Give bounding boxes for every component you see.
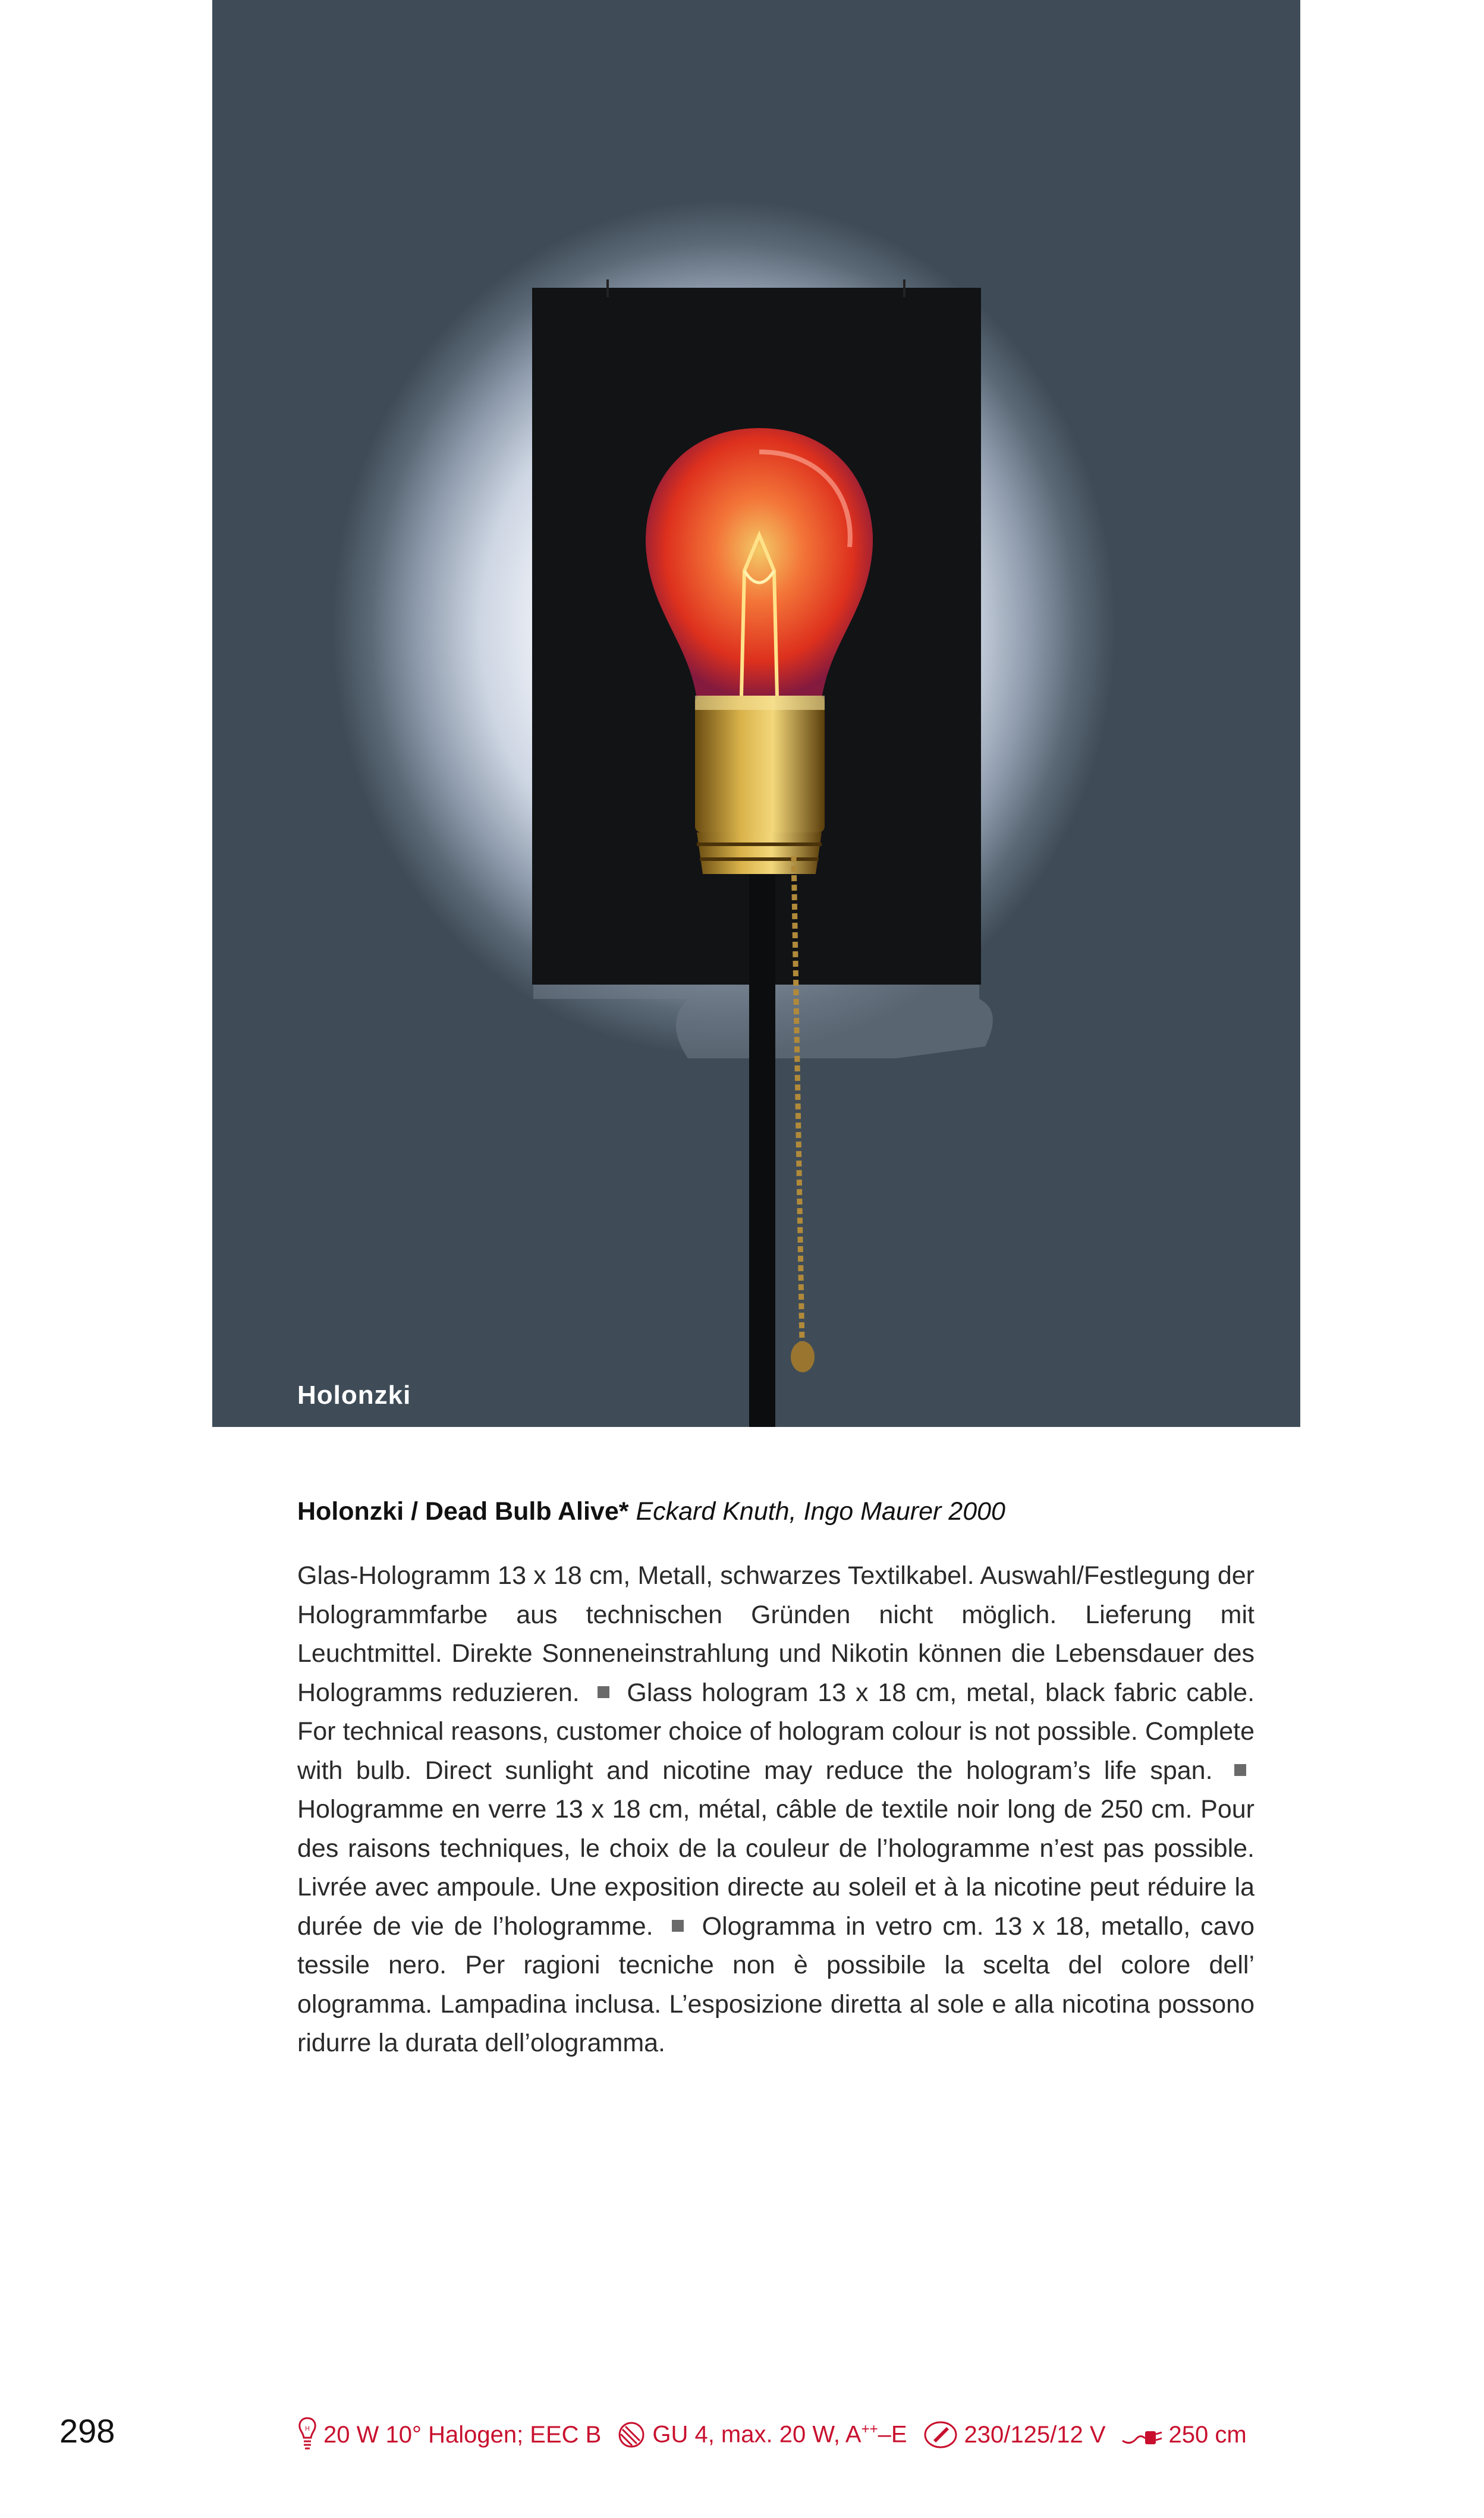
spec-voltage: 230/125/12 V — [964, 2421, 1106, 2448]
description-en: Glass hologram 13 x 18 cm, metal, black fabric cable. For technical reasons, customer choice of hologram colour is not possible. Complete with bulb. Direct sunlight and nicotine may reduce the hologram’s life span. — [297, 1678, 1255, 1785]
product-name: Holonzki / Dead Bulb Alive* — [297, 1497, 629, 1526]
svg-text:H: H — [305, 2425, 310, 2432]
product-description — [297, 1557, 1255, 2063]
technical-specs — [297, 2414, 1262, 2456]
cable-plug-icon — [1121, 2422, 1163, 2448]
separator-square-icon — [672, 1920, 684, 1932]
spec-socket-text: GU 4, max. 20 W, A — [652, 2421, 862, 2448]
socket-icon — [617, 2420, 646, 2450]
spec-cable: 250 cm — [1168, 2421, 1247, 2448]
spec-socket-sup: ++ — [861, 2421, 878, 2438]
product-heading — [297, 1497, 1308, 1526]
transformer-icon — [923, 2420, 958, 2450]
separator-square-icon — [1234, 1764, 1246, 1776]
spec-socket-range-end: –E — [878, 2421, 907, 2448]
spec-lamp: 20 W 10° Halogen; EEC B — [323, 2421, 602, 2448]
separator-square-icon — [598, 1686, 609, 1698]
product-designers: Eckard Knuth, Ingo Maurer 2000 — [636, 1497, 1005, 1526]
product-photo — [212, 0, 1300, 1427]
bulb-icon — [297, 2416, 317, 2453]
description-de: Glas-Hologramm 13 x 18 cm, Metall, schwarzes Textilkabel. Auswahl/Festlegung der Hologrammfarbe aus technischen Gründen nicht möglich. Lieferung mit Leuchtmittel. Direkte Sonneneinstrahlung und Nikotin können die Lebensdauer des Hologramms reduzieren. — [297, 1561, 1255, 1707]
hologram-bulb-photo — [212, 0, 1300, 1427]
description-it: Ologramma in vetro cm. 13 x 18, metallo, cavo tessile nero. Per ragioni tecniche non è possibile la scelta del colore dell’ ologramma. Lampadina inclusa. L’esposizione diretta al sole e alla nicotina possono ridurre la durata dell’ologramma. — [297, 1912, 1255, 2057]
page-number: 298 — [59, 2412, 115, 2450]
spec-socket — [652, 2421, 907, 2448]
photo-caption: Holonzki — [297, 1381, 411, 1410]
description-fr: Hologramme en verre 13 x 18 cm, métal, câble de textile noir long de 250 cm. Pour des raisons techniques, le choix de la couleur de l’hologramme n’est pas possible. Livrée avec ampoule. Une exposition directe au soleil et à la nicotine peut réduire la durée de vie de l’hologramme. — [297, 1795, 1255, 1941]
